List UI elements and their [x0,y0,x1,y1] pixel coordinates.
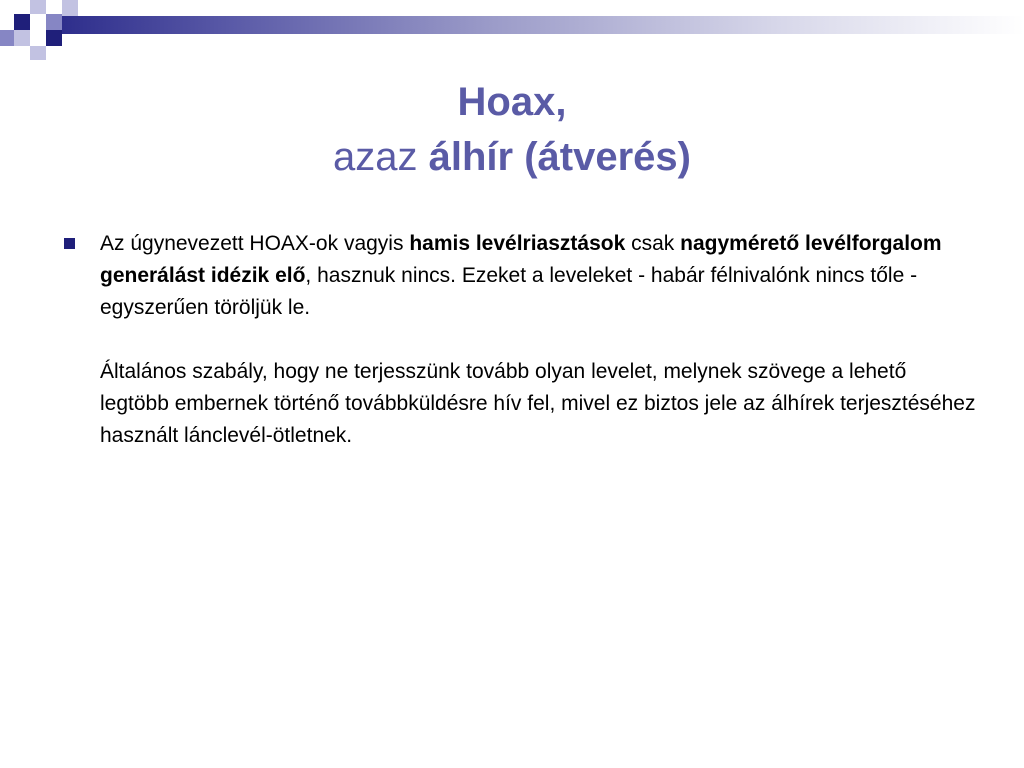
decor-square [62,0,78,16]
p1-text-3: , hasznuk nincs. Ezeket a leveleket - habár félnivalónk nincs tőle - egyszerűen töröljük le. [100,264,918,319]
decor-square [46,14,62,30]
p1-text-1: Az úgynevezett HOAX-ok vagyis [100,232,410,255]
body-paragraph-1 [100,228,980,324]
slide-title [0,76,1024,186]
decor-square [30,0,46,14]
p1-text-2: csak [625,232,681,255]
decor-square [14,14,30,30]
title-bold: álhír (átverés) [428,135,691,179]
decor-square [14,30,30,46]
body-paragraph-2: Általános szabály, hogy ne terjesszünk tovább olyan levelet, melynek szövege a lehető legtöbb embernek történő továbbküldésre hív fel, mivel ez biztos jele az álhírek terjesztéséhez használt lánclevél-ötletnek. [100,360,976,447]
title-line-2 [0,128,1024,186]
title-line-1: Hoax, [457,80,567,124]
decor-square [0,30,14,46]
slide-body [100,228,980,452]
p1-bold-1: hamis levélriasztások [409,232,626,255]
p1-bold-2: nagymérető levélforgalom generálást idézik elő [100,232,942,287]
decor-square [46,30,62,46]
header-gradient-bar [62,16,1024,34]
decor-square [30,46,46,60]
bullet-square-icon [64,238,75,249]
title-prefix: azaz [333,135,429,179]
